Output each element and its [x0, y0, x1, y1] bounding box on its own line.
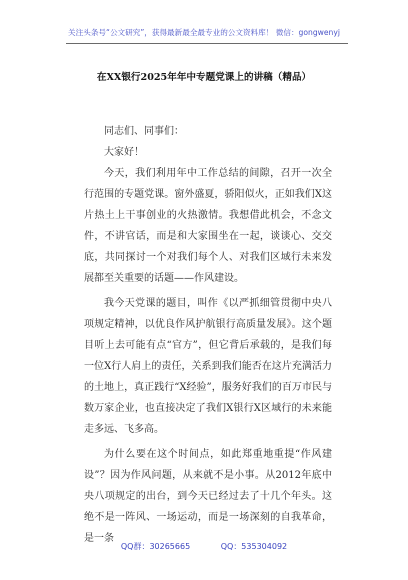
footer-qq-group: QQ群：30265665: [120, 542, 191, 551]
salutation-colleagues: 同志们、同事们：: [104, 126, 184, 137]
paragraph-1: 今天，我们利用年中工作总结的间隙，召开一次全行范围的专题党课。窗外盛夏，骄阳似火，正如我们X这片热土上干事创业的火热激情。我想借此机会，不念文件，不讲官话，而是和大家围坐在一起，谈谈心、交交底，共同探讨一个对我们每个人、对我们区域行未来发展都至关重要的话题——作风建设。: [84, 168, 332, 284]
header-banner: 关注头条号“公文研究”，获得最新最全最专业的公文资料库！ 微信：gongwenyj: [68, 28, 340, 37]
paragraph-3: 为什么要在这个时间点，如此郑重地重提“作风建设”？因为作风问题，从来就不是小事。从2012年底中央八项规定的出台，到今天已经过去了十几个年头。这绝不是一阵风、一场运动，而是一场深刻的自我革命，是一条: [84, 449, 332, 544]
footer-qq: QQ：535304092: [220, 542, 288, 551]
header-divider: [66, 43, 348, 44]
document-body: [84, 121, 332, 549]
salutation-hello: 大家好！: [104, 147, 144, 158]
document-title: 在XX银行2025年年中专题党课上的讲稿（精品）: [96, 72, 312, 83]
paragraph-2: 我今天党课的题目，叫作《以严抓细管贯彻中央八项规定精神，以优良作风护航银行高质量发展》。这个题目听上去可能有点“官方”，但它背后承载的，是我们每一位X行人肩上的责任，关系到我们能否在这片充满活力的土地上，真正践行“X经验”，服务好我们的百万市民与数万家企业，也直接决定了我们X银行X区域行的未来能走多远、飞多高。: [84, 298, 332, 435]
footer-contacts: [0, 541, 408, 552]
